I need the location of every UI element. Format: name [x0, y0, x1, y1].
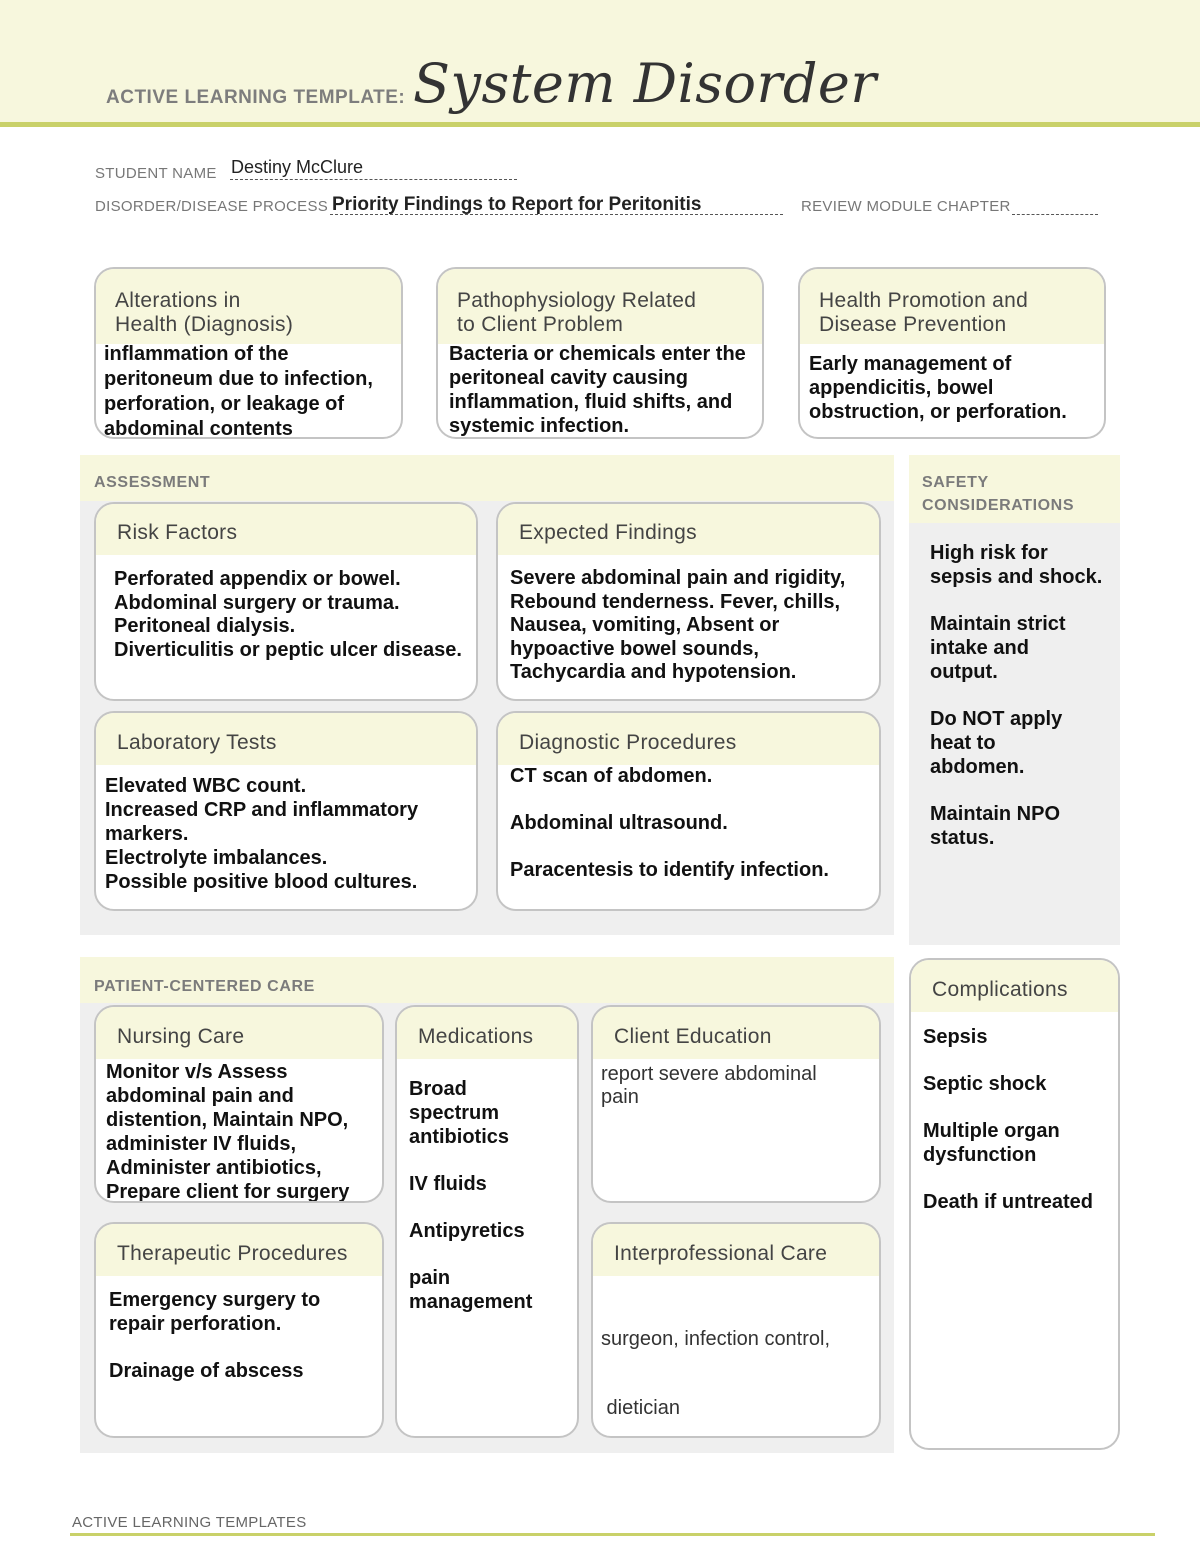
complications-box [909, 958, 1120, 1450]
alterations-box [94, 267, 403, 439]
therapeutic-procedures-title: Therapeutic Procedures [96, 1224, 382, 1276]
interprofessional-care-box [591, 1222, 881, 1438]
alterations-title: Alterations in Health (Diagnosis) [96, 269, 401, 344]
interprofessional-care-title: Interprofessional Care [593, 1224, 879, 1276]
risk-factors-box [94, 502, 478, 701]
diagnostic-procedures-text: CT scan of abdomen. Abdominal ultrasound. Paracentesis to identify infection. [510, 765, 829, 881]
health-promotion-title: Health Promotion and Disease Prevention [800, 269, 1104, 344]
chapter-underline [1012, 214, 1098, 215]
expected-findings-box [496, 502, 881, 701]
complications-title: Complications [911, 960, 1118, 1012]
health-promotion-box [798, 267, 1106, 439]
client-education-title: Client Education [593, 1007, 879, 1059]
laboratory-tests-title: Laboratory Tests [96, 713, 476, 765]
expected-findings-text: Severe abdominal pain and rigidity, Rebound tenderness. Fever, chills, Nausea, vomiting, Absent or hypoactive bowel sounds, Tachycardia and hypotension. [510, 567, 846, 683]
nursing-care-text: Monitor v/s Assess abdominal pain and distention, Maintain NPO, administer IV fluids, Administer antibiotics, Prepare client for surgery [106, 1061, 350, 1203]
medications-box [395, 1005, 579, 1438]
health-promotion-text: Early management of appendicitis, bowel obstruction, or perforation. [809, 353, 1067, 423]
template-title: System Disorder [413, 52, 877, 115]
medications-title: Medications [397, 1007, 577, 1059]
medications-text: Broad spectrum antibiotics IV fluids Antipyretics pain management [409, 1078, 533, 1313]
footer-text: ACTIVE LEARNING TEMPLATES [72, 1514, 307, 1531]
client-education-text: report severe abdominal pain [601, 1063, 817, 1108]
footer-rule [70, 1533, 1155, 1536]
diagnostic-procedures-box [496, 711, 881, 911]
chapter-label: REVIEW MODULE CHAPTER [801, 198, 1011, 215]
nursing-care-box [94, 1005, 384, 1203]
disorder-underline [330, 214, 783, 215]
laboratory-tests-text: Elevated WBC count. Increased CRP and inflammatory markers. Electrolyte imbalances. Possible positive blood cultures. [105, 775, 419, 893]
pathophysiology-title: Pathophysiology Related to Client Problem [438, 269, 762, 344]
nursing-care-title: Nursing Care [96, 1007, 382, 1059]
risk-factors-title: Risk Factors [96, 504, 476, 555]
alterations-text: inflammation of the peritoneum due to infection, perforation, or leakage of abdominal contents [104, 343, 373, 439]
pathophysiology-text: Bacteria or chemicals enter the peritoneal cavity causing inflammation, fluid shifts, and systemic infection. [449, 343, 746, 437]
disorder-value[interactable]: Priority Findings to Report for Peritonitis [332, 194, 702, 215]
assessment-label: ASSESSMENT [94, 474, 211, 491]
risk-factors-text: Perforated appendix or bowel. Abdominal surgery or trauma. Peritoneal dialysis. Diverticulitis or peptic ulcer disease. [114, 568, 462, 661]
patient-care-label: PATIENT-CENTERED CARE [94, 978, 315, 995]
laboratory-tests-box [94, 711, 478, 911]
student-name-underline [230, 179, 517, 180]
template-label: ACTIVE LEARNING TEMPLATE: [106, 87, 406, 108]
therapeutic-procedures-box [94, 1222, 384, 1438]
safety-label: SAFETY CONSIDERATIONS [922, 474, 1075, 514]
expected-findings-title: Expected Findings [498, 504, 879, 555]
safety-list: High risk for sepsis and shock. Maintain strict intake and output. Do NOT apply heat to abdomen. Maintain NPO status. [930, 542, 1103, 849]
complications-text: Sepsis Septic shock Multiple organ dysfunction Death if untreated [923, 1026, 1094, 1213]
header-rule [0, 122, 1200, 127]
therapeutic-procedures-text: Emergency surgery to repair perforation. Drainage of abscess [109, 1289, 321, 1382]
pathophysiology-box [436, 267, 764, 439]
disorder-label: DISORDER/DISEASE PROCESS [95, 198, 329, 215]
student-name-value[interactable]: Destiny McClure [231, 157, 364, 177]
student-name-label: STUDENT NAME [95, 165, 217, 182]
interprofessional-care-text: surgeon, infection control, dietician [601, 1328, 831, 1419]
diagnostic-procedures-title: Diagnostic Procedures [498, 713, 879, 765]
client-education-box [591, 1005, 881, 1203]
